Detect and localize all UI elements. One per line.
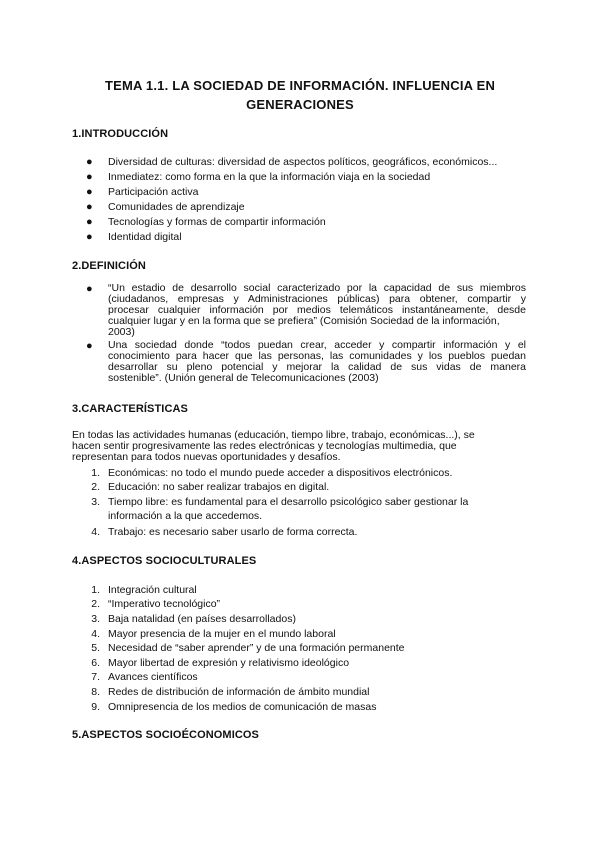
list-item: Redes de distribución de información de ámbito mundial [108, 686, 370, 698]
definition-2-line: Una sociedad donde “todos puedan crear, acceder y compartir información y el [108, 339, 526, 351]
list-item: Inmediatez: como forma en la que la información viaja en la sociedad [108, 171, 431, 183]
definition-1-line: cualquier lugar y en la forma que se prefiera” (Comisión Sociedad de la información, [108, 315, 500, 327]
section-heading-socioculturales: 4.ASPECTOS SOCIOCULTURALES [72, 555, 257, 567]
section-heading-socioeconomicos: 5.ASPECTOS SOCIOÉCONOMICOS [72, 729, 259, 741]
list-item: Omnipresencia de los medios de comunicación de masas [108, 701, 377, 713]
definition-2 [108, 340, 526, 384]
caracteristicas-intro [72, 430, 475, 463]
bullet-icon: ● [86, 156, 93, 168]
title-line-2: GENERACIONES [246, 97, 354, 112]
list-number: 3. [91, 496, 100, 508]
list-item: Integración cultural [108, 584, 197, 596]
list-item: Mayor presencia de la mujer en el mundo laboral [108, 628, 336, 640]
definition-1-line: “Un estadio de desarrollo social caracterizado por la capacidad de sus miembros [108, 282, 526, 294]
list-number: 9. [91, 701, 100, 713]
list-item: Comunidades de aprendizaje [108, 201, 245, 213]
bullet-icon: ● [86, 231, 93, 243]
section-heading-definicion: 2.DEFINICIÓN [72, 260, 146, 272]
bullet-icon: ● [86, 283, 93, 295]
list-number: 5. [91, 642, 100, 654]
definition-1 [108, 283, 526, 338]
list-number: 1. [91, 584, 100, 596]
list-item: Identidad digital [108, 231, 182, 243]
list-item: Diversidad de culturas: diversidad de aspectos políticos, geográficos, económicos... [108, 156, 498, 168]
definition-2-line: desarrollar su pleno potencial y mejorar la calidad de sus vidas de manera [108, 361, 526, 373]
list-item: Económicas: no todo el mundo puede acceder a dispositivos electrónicos. [108, 467, 453, 479]
list-item: Avances científicos [108, 671, 198, 683]
list-item: Necesidad de “saber aprender” y de una formación permanente [108, 642, 405, 654]
bullet-icon: ● [86, 201, 93, 213]
section-heading-introduccion: 1.INTRODUCCIÓN [72, 128, 169, 140]
definition-2-line: conocimiento para hacer que las personas, las comunidades y los pueblos puedan [108, 350, 526, 362]
list-item-continuation: información a la que accedemos. [108, 510, 263, 522]
bullet-icon: ● [86, 340, 93, 352]
list-item: Mayor libertad de expresión y relativismo ideológico [108, 657, 350, 669]
list-number: 4. [91, 628, 100, 640]
list-item: Tiempo libre: es fundamental para el desarrollo psicológico saber gestionar la [108, 496, 469, 508]
intro-line: hacen sentir progresivamente las redes electrónicas y tecnologías multimedia, que [72, 440, 457, 452]
section-heading-caracteristicas: 3.CARACTERÍSTICAS [72, 403, 188, 415]
list-number: 2. [91, 598, 100, 610]
list-number: 3. [91, 613, 100, 625]
definition-1-line: procesar cualquier información por medios telemáticos instantáneamente, desde [108, 304, 526, 316]
bullet-icon: ● [86, 171, 93, 183]
list-number: 8. [91, 686, 100, 698]
list-number: 4. [91, 526, 100, 538]
definition-1-line: 2003) [108, 326, 135, 338]
list-item: Trabajo: es necesario saber usarlo de forma correcta. [108, 526, 358, 538]
list-item: Educación: no saber realizar trabajos en digital. [108, 481, 330, 493]
definition-2-line: sostenible”. (Unión general de Telecomunicaciones (2003) [108, 372, 379, 384]
list-number: 6. [91, 657, 100, 669]
intro-line: representan para todos nuevas oportunidades y desafíos. [72, 451, 341, 463]
intro-line: En todas las actividades humanas (educación, tiempo libre, trabajo, económicas...), se [72, 429, 475, 441]
list-item: Tecnologías y formas de compartir información [108, 216, 326, 228]
list-item: Baja natalidad (en países desarrollados) [108, 613, 296, 625]
list-item: Participación activa [108, 186, 199, 198]
list-number: 1. [91, 467, 100, 479]
list-item: “Imperativo tecnológico” [108, 598, 221, 610]
list-number: 2. [91, 481, 100, 493]
bullet-icon: ● [86, 216, 93, 228]
bullet-icon: ● [86, 186, 93, 198]
definition-1-line: (ciudadanos, empresas y Administraciones públicas) para obtener, compartir y [108, 293, 526, 305]
document-title [60, 76, 540, 114]
title-line-1: TEMA 1.1. LA SOCIEDAD DE INFORMACIÓN. INFLUENCIA EN [104, 78, 496, 93]
list-number: 7. [91, 671, 100, 683]
